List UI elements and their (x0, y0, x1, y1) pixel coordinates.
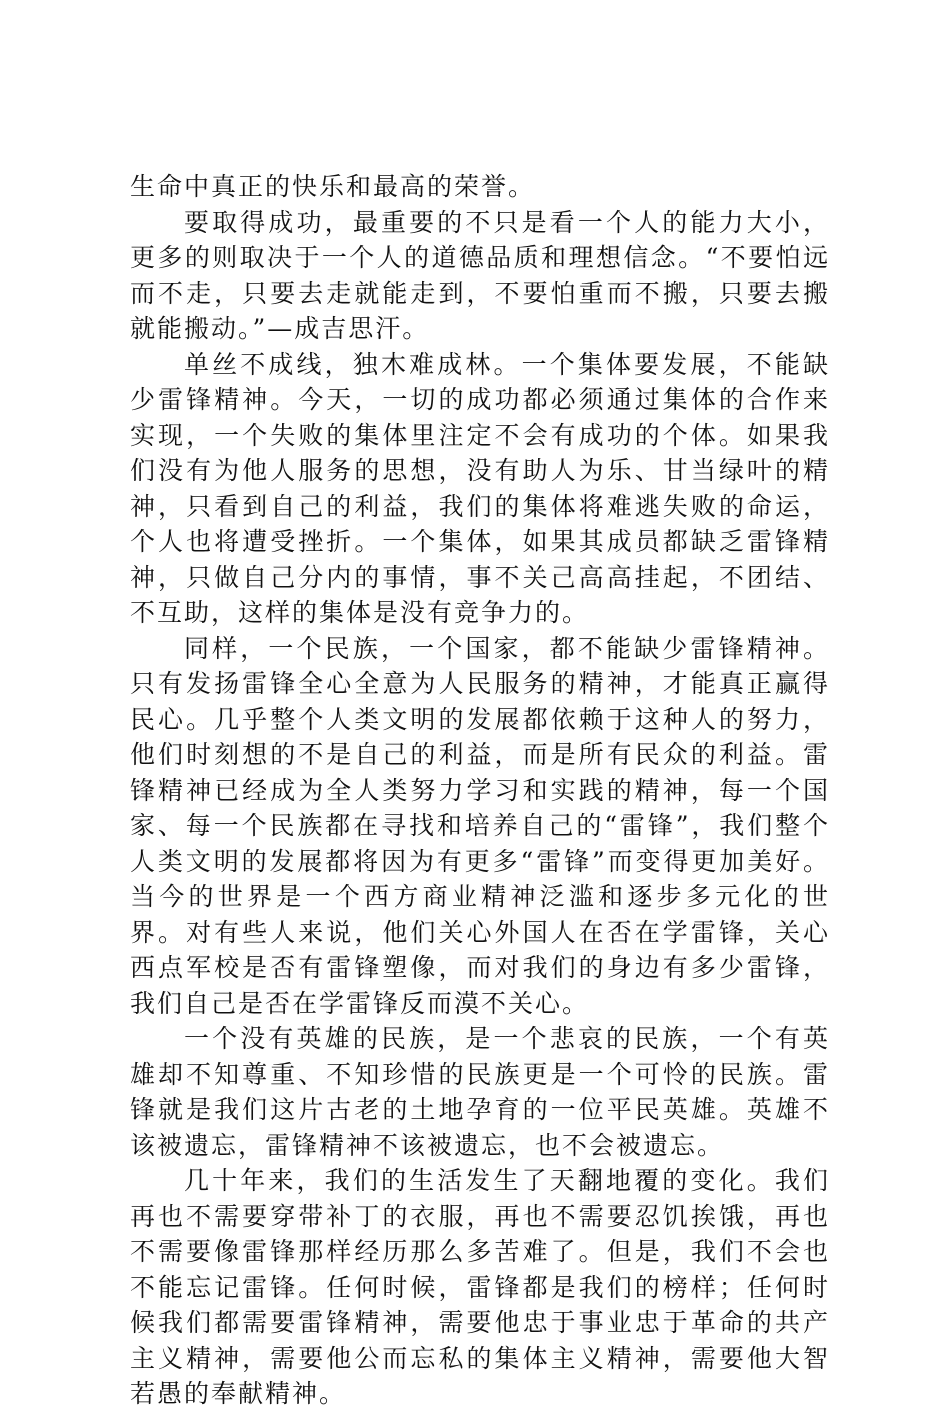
paragraph-collective: 单丝不成线，独木难成林。一个集体要发展，不能缺少雷锋精神。今天，一切的成功都必须通过集体的合作来实现，一个失败的集体里注定不会有成功的个体。如果我们没有为他人服务的思想，没有助人为乐、甘当绿叶的精神，只看到自己的利益，我们的集体将难逃失败的命运，个人也将遭受挫折。一个集体，如果其成员都缺乏雷锋精神，只做自己分内的事情，事不关己高高挂起，不团结、不互助，这样的集体是没有竞争力的。 (130, 349, 830, 627)
paragraph-decades: 几十年来，我们的生活发生了天翻地覆的变化。我们再也不需要穿带补丁的衣服，再也不需要忍饥挨饿，再也不需要像雷锋那样经历那么多苦难了。但是，我们不会也不能忘记雷锋。任何时候，雷锋都是我们的榜样；任何时候我们都需要雷锋精神，需要他忠于事业忠于革命的共产主义精神，需要他公而忘私的集体主义精神，需要他大智若愚的奉献精神。 (130, 1166, 830, 1408)
document-body (130, 169, 830, 1412)
paragraph-success-quote: 要取得成功，最重要的不只是看一个人的能力大小，更多的则取决于一个人的道德品质和理想信念。“不要怕远而不走，只要去走就能走到，不要怕重而不搬，只要去搬就能搬动。”—成吉思汗。 (130, 207, 830, 343)
paragraph-continuation: 生命中真正的快乐和最高的荣誉。 (130, 172, 536, 201)
paragraph-hero: 一个没有英雄的民族，是一个悲哀的民族，一个有英雄却不知尊重、不知珍惜的民族更是一个可怜的民族。雷锋就是我们这片古老的土地孕育的一位平民英雄。英雄不该被遗忘，雷锋精神不该被遗忘，也不会被遗忘。 (130, 1024, 830, 1160)
paragraph-nation: 同样，一个民族，一个国家，都不能缺少雷锋精神。只有发扬雷锋全心全意为人民服务的精神，才能真正赢得民心。几乎整个人类文明的发展都依赖于这种人的努力，他们时刻想的不是自己的利益，而是所有民众的利益。雷锋精神已经成为全人类努力学习和实践的精神，每一个国家、每一个民族都在寻找和培养自己的“雷锋”，我们整个人类文明的发展都将因为有更多“雷锋”而变得更加美好。当今的世界是一个西方商业精神泛滥和逐步多元化的世界。对有些人来说，他们关心外国人在否在学雷锋，关心西点军校是否有雷锋塑像，而对我们的身边有多少雷锋，我们自己是否在学雷锋反而漠不关心。 (130, 633, 830, 1018)
